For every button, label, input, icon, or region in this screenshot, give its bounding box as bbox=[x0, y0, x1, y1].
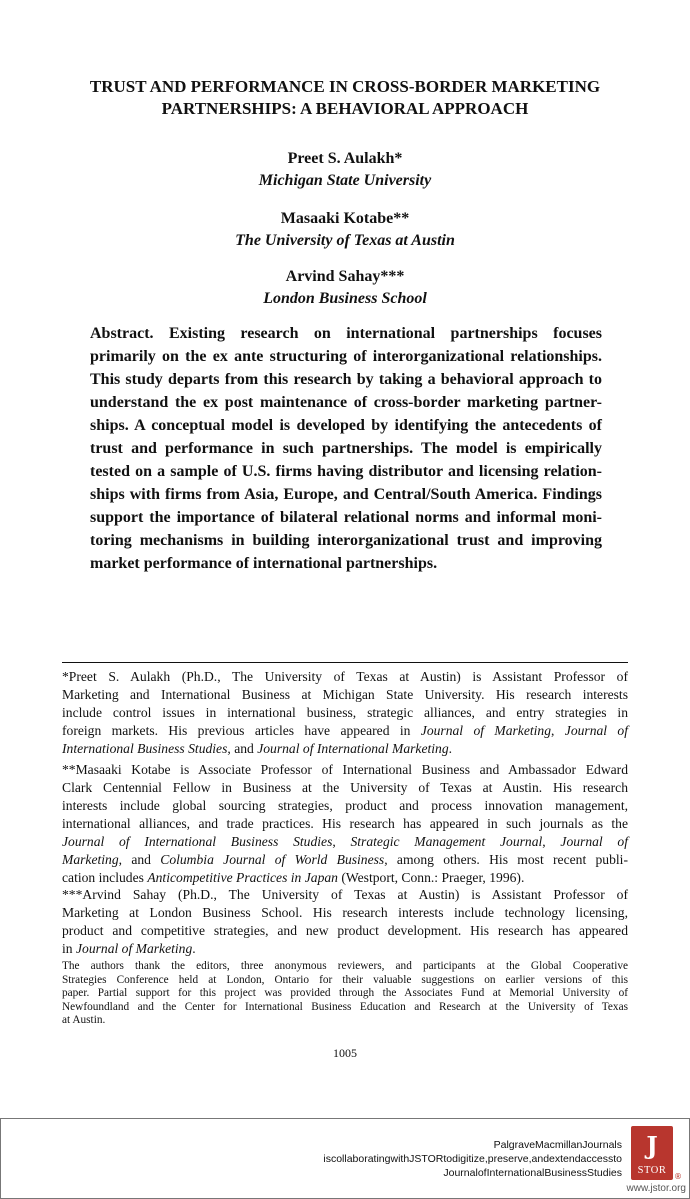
abstract-line: Abstract. Existing research on international partnerships focuses bbox=[90, 325, 602, 342]
article-title bbox=[60, 76, 630, 120]
abstract-line: tested on a sample of U.S. firms having distributor and licensing relation- bbox=[90, 463, 602, 480]
author-affiliation-1: Michigan State University bbox=[258, 172, 432, 189]
acknowledgment bbox=[62, 960, 628, 1028]
acknowledgment-line: Strategies Conference held at London, Ontario for their valuable suggestions on earlier versions of this bbox=[62, 973, 628, 986]
jstor-banner-line: JournalofInternationalBusinessStudies bbox=[443, 1167, 622, 1179]
footnote-aulakh bbox=[62, 668, 628, 758]
abstract-line: ships with firms from Asia, Europe, and Central/South America. Findings bbox=[90, 486, 602, 503]
footnote-line: include control issues in international business, strategic alliances, and entry strategies in bbox=[62, 705, 628, 720]
footnote-line: Journal of International Business Studies, Strategic Management Journal, Journal of bbox=[62, 834, 628, 849]
footnote-line: Marketing at London Business School. His research interests include technology licensing, bbox=[62, 905, 628, 920]
author-affiliation-2: The University of Texas at Austin bbox=[235, 232, 455, 249]
footnote-line: Clark Centennial Fellow in Business at the University of Texas at Austin. His research bbox=[62, 780, 628, 795]
footnote-line: foreign markets. His previous articles have appeared in Journal of Marketing, Journal of bbox=[62, 723, 629, 738]
footnote-line: interests include global sourcing strategies, product and process innovation management, bbox=[62, 798, 628, 813]
abstract-line: trust and performance in such partnerships. The model is empirically bbox=[90, 440, 602, 457]
page-number: 1005 bbox=[333, 1046, 357, 1060]
author-name-1: Preet S. Aulakh* bbox=[287, 150, 403, 167]
footnote-sahay bbox=[62, 886, 628, 958]
footnote-line: *Preet S. Aulakh (Ph.D., The University of Texas at Austin) is Assistant Professor of bbox=[62, 669, 628, 684]
jstor-logo-text: STOR bbox=[637, 1165, 667, 1176]
acknowledgment-line: paper. Partial support for this project was provided through the Associates Fund at Memorial University of bbox=[62, 987, 628, 999]
footnote-line: international alliances, and trade practices. His research has appeared in such journals as the bbox=[62, 816, 628, 831]
footnote-kotabe bbox=[62, 761, 628, 887]
footnote-line: Marketing, and Columbia Journal of World Business, among others. His most recent publi- bbox=[62, 852, 628, 867]
author-name-3: Arvind Sahay*** bbox=[285, 268, 405, 285]
jstor-logo[interactable] bbox=[631, 1126, 673, 1180]
abstract-line: This study departs from this research by taking a behavioral approach to bbox=[90, 371, 602, 388]
acknowledgment-line: at Austin. bbox=[62, 1014, 106, 1026]
title-line-2: PARTNERSHIPS: A BEHAVIORAL APPROACH bbox=[161, 99, 529, 118]
abstract-line: primarily on the ex ante structuring of interorganizational relationships. bbox=[90, 348, 602, 365]
author-affiliation-3: London Business School bbox=[263, 290, 427, 307]
jstor-emblem-icon: J bbox=[646, 1131, 658, 1160]
jstor-banner-text bbox=[323, 1138, 622, 1180]
registered-mark-icon: ® bbox=[674, 1172, 682, 1181]
footnote-line: ***Arvind Sahay (Ph.D., The University of Texas at Austin) is Assistant Professor of bbox=[62, 887, 628, 902]
abstract-line: understand the ex post maintenance of cross-border marketing partner- bbox=[90, 394, 602, 411]
acknowledgment-line: The authors thank the editors, three anonymous reviewers, and participants at the Global Cooperative bbox=[62, 960, 628, 972]
abstract-line: market performance of international partnerships. bbox=[90, 555, 438, 572]
jstor-url-link[interactable]: www.jstor.org bbox=[626, 1183, 686, 1194]
footnote-line: **Masaaki Kotabe is Associate Professor of International Business and Ambassador Edward bbox=[62, 762, 628, 777]
abstract-line: support the importance of bilateral relational norms and informal moni- bbox=[90, 509, 602, 526]
footnote-divider bbox=[62, 662, 628, 663]
abstract-line: toring mechanisms in building interorganizational trust and improving bbox=[90, 532, 602, 549]
footnote-line: cation includes Anticompetitive Practices in Japan (Westport, Conn.: Praeger, 1996). bbox=[62, 870, 525, 885]
jstor-banner-line: PalgraveMacmillanJournals bbox=[493, 1139, 622, 1151]
author-name-2: Masaaki Kotabe** bbox=[280, 210, 410, 227]
footnote-line: in Journal of Marketing. bbox=[62, 941, 196, 956]
abstract bbox=[90, 322, 602, 575]
footnote-line: Marketing and International Business at Michigan State University. His research interests bbox=[62, 687, 628, 702]
footnote-line: International Business Studies, and Journal of International Marketing. bbox=[62, 741, 453, 756]
abstract-line: ships. A conceptual model is developed by identifying the antecedents of bbox=[90, 417, 602, 434]
jstor-banner-line: iscollaboratingwithJSTORtodigitize,preserve,andextendaccessto bbox=[323, 1153, 622, 1165]
footnote-line: product and competitive strategies, and new product development. His research has appeared bbox=[62, 923, 628, 938]
title-line-1: TRUST AND PERFORMANCE IN CROSS-BORDER MARKETING bbox=[89, 77, 601, 96]
acknowledgment-line: Newfoundland and the Center for International Business Education and Research at the University of Texas bbox=[62, 1000, 628, 1013]
